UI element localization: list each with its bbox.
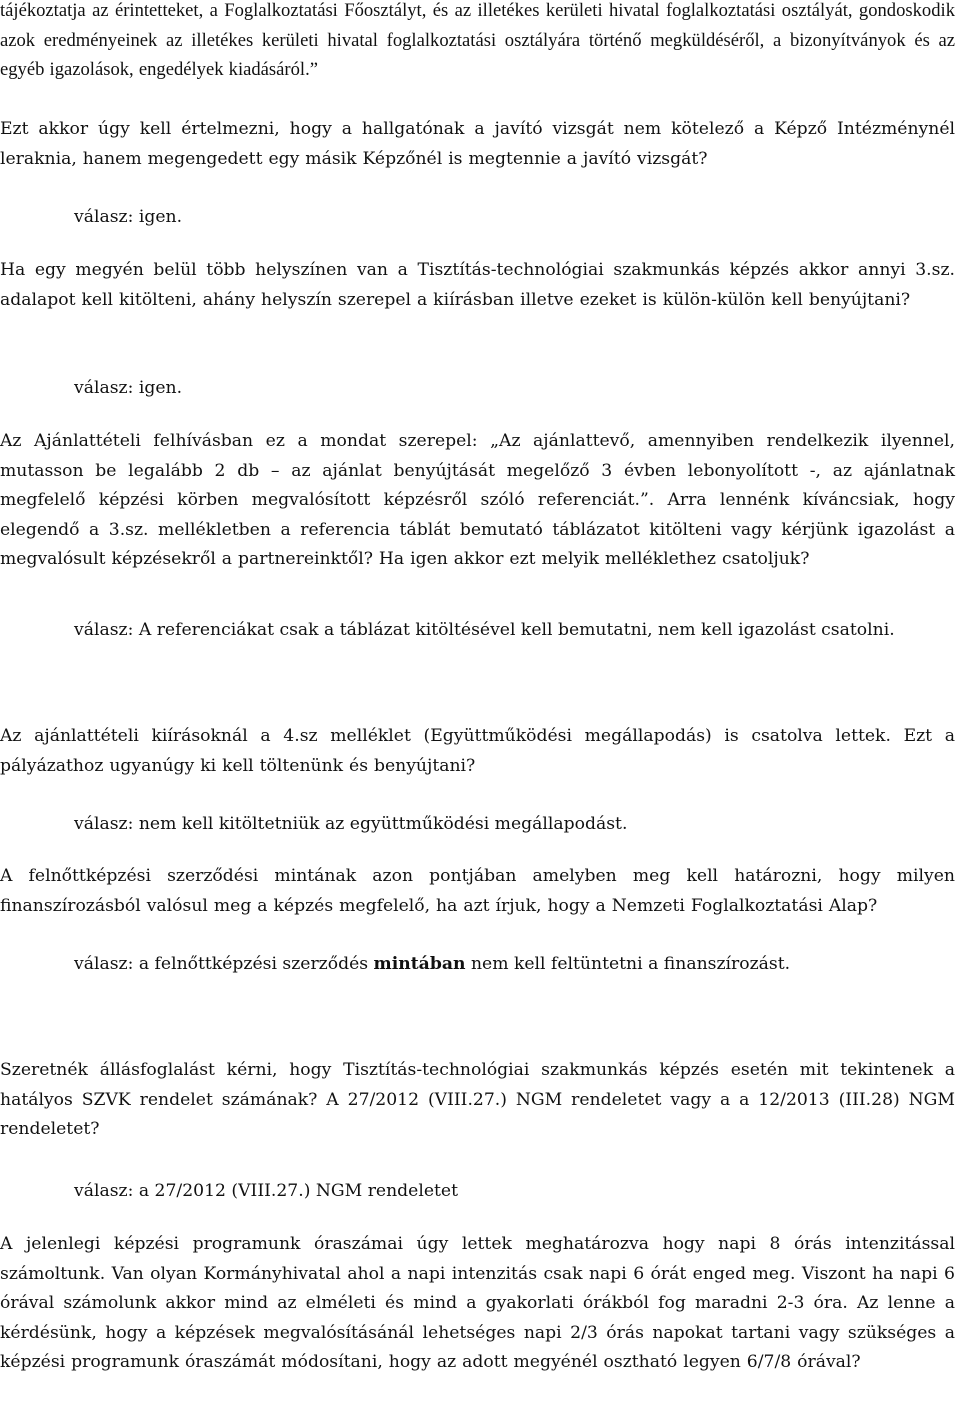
answer-financing: válasz: a felnőttképzési szerződés mintában nem kell feltüntetni a finanszírozást. (74, 954, 791, 974)
question-multiple-locations: Ha egy megyén belül több helyszínen van a Tisztítás-technológiai szakmunkás képzés akkor annyi 3.sz. adalapot kell kitölteni, ahány helyszín szerepel a kiírásban illetve ezeket is külön-külön kell benyújtani? (0, 260, 955, 310)
question-retake-exam: Ezt akkor úgy kell értelmezni, hogy a hallgatónak a javító vizsgát nem kötelező a Képző Intézménynél leraknia, hanem megengedett egy másik Képzőnél is megtennie a javító vizsgát? (0, 119, 955, 169)
question-daily-intensity: A jelenlegi képzési programunk óraszámai úgy lettek meghatározva hogy napi 8 órás intenzitással számoltunk. Van olyan Kormányhivatal ahol a napi intenzitás csak napi 6 órát enged meg. Viszont ha napi 6 órával számolunk akkor mind az elméleti és mind a gyakorlati órákból fog maradni 2-3 óra. Az lenne a kérdésünk, hogy a képzések megvalósításánál lehetséges napi 2/3 órás napokat tartani vagy szükséges a képzési programunk óraszámát módosítani, hogy az adott megyénél osztható legyen 6/7/8 órával? (0, 1234, 955, 1372)
question-szvk-regulation: Szeretnék állásfoglalást kérni, hogy Tisztítás-technológiai szakmunkás képzés esetén mit tekintenek a hatályos SZVK rendelet számának? A 27/2012 (VIII.27.) NGM rendeletet vagy a a 12/2013 (III.28) NGM rendeletet? (0, 1060, 955, 1139)
paragraph-intro-continuation: tájékoztatja az érintetteket, a Foglalkoztatási Főosztályt, és az illetékes kerületi hivatal foglalkoztatási osztályát, gondoskodik azok eredményeinek az illetékes kerületi hivatal foglalkoztatási osztályára történő megküldéséről, a bizonyítványok és az egyéb igazolások, engedélyek kiadásáról.” (0, 0, 955, 80)
answer-retake-exam: válasz: igen. (74, 207, 183, 227)
answer-references: válasz: A referenciákat csak a táblázat kitöltésével kell bemutatni, nem kell igazolást csatolni. (74, 620, 895, 640)
emphasis-mintaban: mintában (373, 954, 466, 974)
question-references: Az Ajánlattételi felhívásban ez a mondat szerepel: „Az ajánlattevő, amennyiben rendelkezik ilyennel, mutasson be legalább 2 db – az ajánlat benyújtását megelőző 3 évben lebonyolított -, az ajánlatnak megfelelő képzési körben megvalósított képzésről szóló referenciát.”. Arra lennénk kíváncsiak, hogy elegendő a 3.sz. mellékletben a referencia táblát bemutató táblázatot kitölteni vagy kérjünk igazolást a megvalósult képzésekről a partnereinktől? Ha igen akkor ezt melyik melléklethez csatoljuk? (0, 431, 955, 569)
question-cooperation-agreement: Az ajánlattételi kiírásoknál a 4.sz melléklet (Együttműködési megállapodás) is csatolva lettek. Ezt a pályázathoz ugyanúgy ki kell töltenünk és benyújtani? (0, 726, 955, 776)
question-financing: A felnőttképzési szerződési mintának azon pontjában amelyben meg kell határozni, hogy milyen finanszírozásból valósul meg a képzés megfelelő, ha azt írjuk, hogy a Nemzeti Foglalkoztatási Alap? (0, 866, 955, 916)
answer-szvk-regulation: válasz: a 27/2012 (VIII.27.) NGM rendeletet (74, 1181, 458, 1201)
answer-cooperation-agreement: válasz: nem kell kitöltetniük az együttműködési megállapodást. (74, 814, 628, 834)
answer-multiple-locations: válasz: igen. (74, 378, 183, 398)
